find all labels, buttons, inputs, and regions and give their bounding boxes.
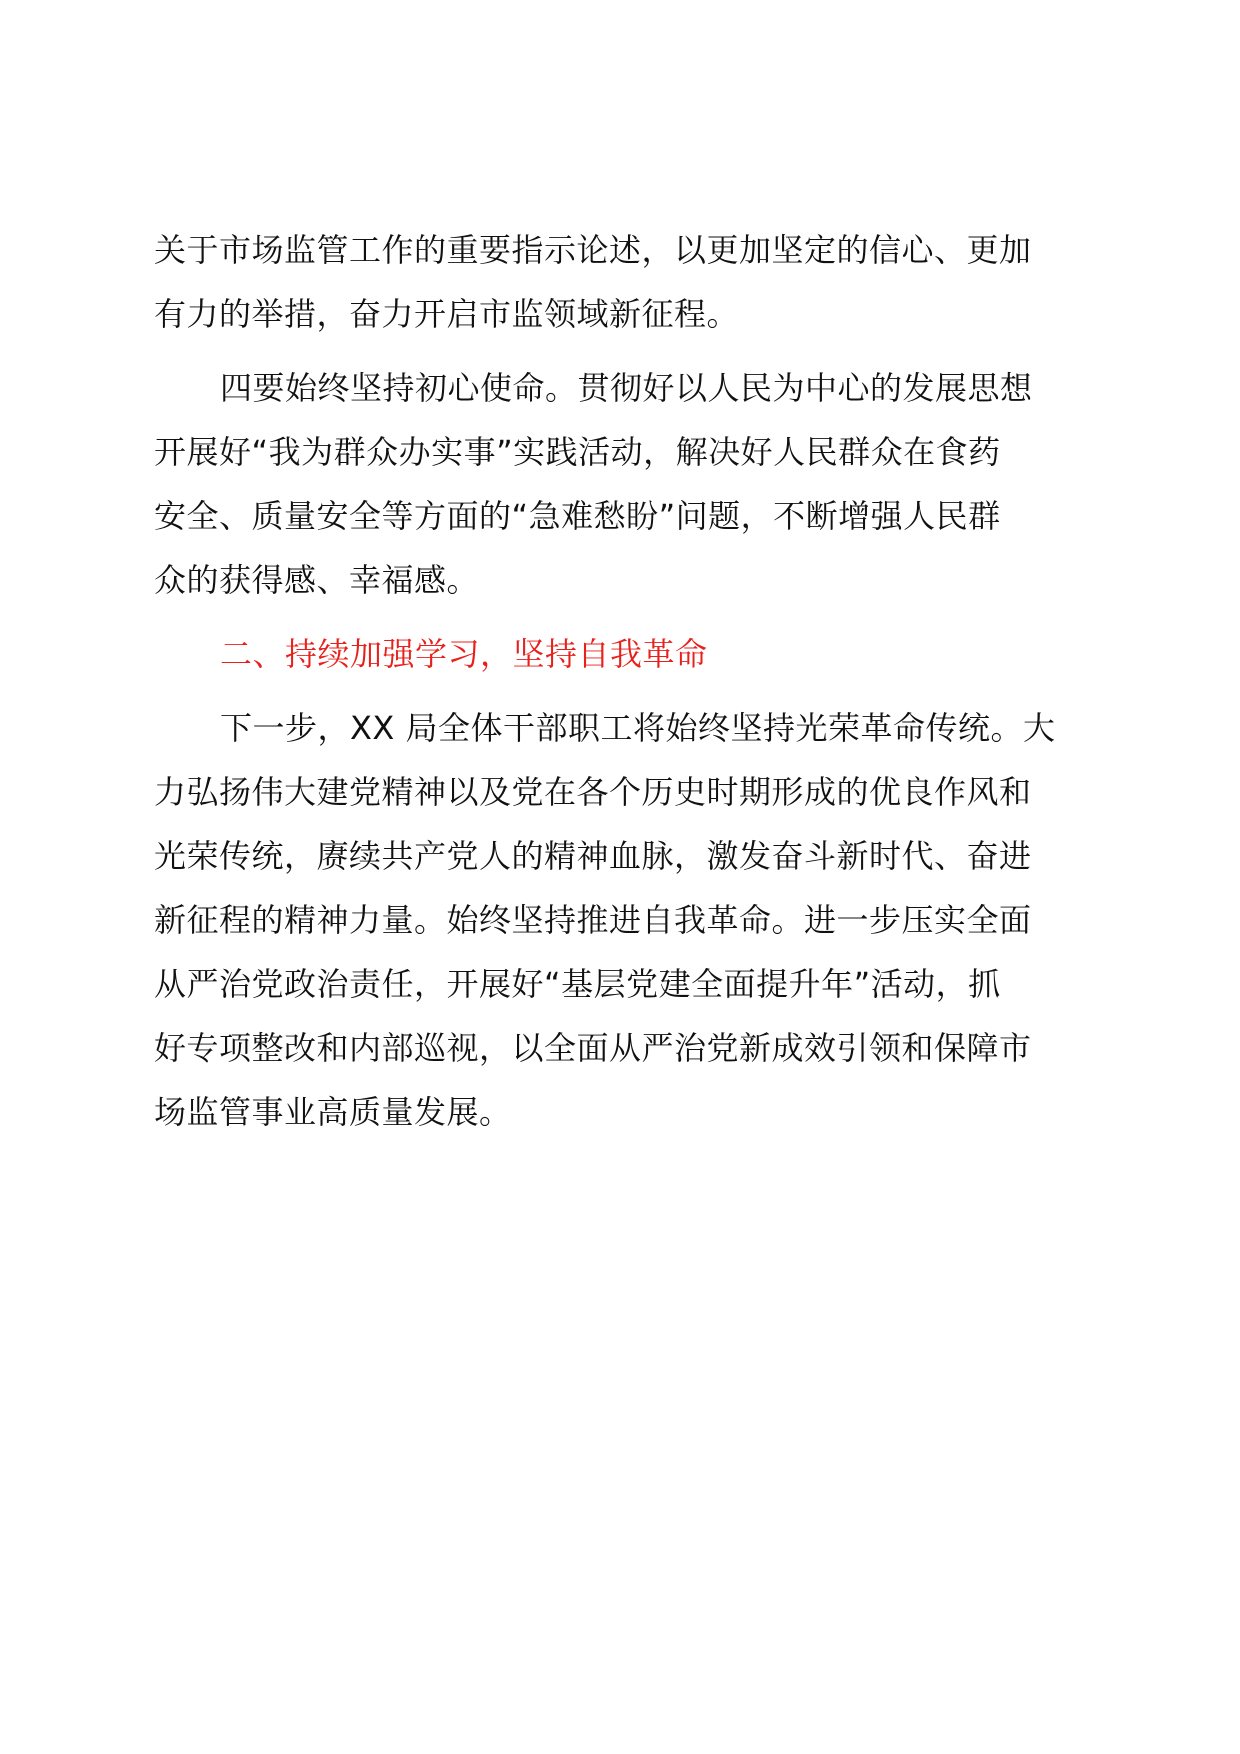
text-line: 场监管事业高质量发展。 (154, 1093, 512, 1131)
text-line: 安全、质量安全等方面的“急难愁盼”问题，不断增强人民群 (154, 497, 1001, 535)
text-line: 关于市场监管工作的重要指示论述，以更加坚定的信心、更加 (154, 231, 1032, 269)
text-line: 好专项整改和内部巡视，以全面从严治党新成效引领和保障市 (154, 1029, 1032, 1067)
paragraph-gap (154, 612, 1094, 622)
text-line: 光荣传统，赓续共产党人的精神血脉，激发奋斗新时代、奋进 (154, 837, 1032, 875)
text-line: 开展好“我为群众办实事”实践活动，解决好人民群众在食药 (154, 433, 1001, 471)
paragraph-2 (154, 356, 1094, 612)
text-line: 力弘扬伟大建党精神以及党在各个历史时期形成的优良作风和 (154, 773, 1032, 811)
paragraph-gap (154, 686, 1094, 696)
paragraph-3 (154, 696, 1094, 1144)
paragraph-gap (154, 346, 1094, 356)
section-heading-block (154, 622, 1094, 686)
text-line: 四要始终坚持初心使命。贯彻好以人民为中心的发展思想 (220, 369, 1033, 407)
text-line: 新征程的精神力量。始终坚持推进自我革命。进一步压实全面 (154, 901, 1032, 939)
paragraph-1 (154, 218, 1094, 346)
text-line: 从严治党政治责任，开展好“基层党建全面提升年”活动，抓 (154, 965, 1001, 1003)
document-body (154, 218, 1094, 1144)
text-line: 有力的举措，奋力开启市监领域新征程。 (154, 295, 740, 333)
text-line: 下一步，XX 局全体干部职工将始终坚持光荣革命传统。大 (220, 709, 1056, 747)
text-line: 众的获得感、幸福感。 (154, 561, 480, 599)
section-heading: 二、持续加强学习，坚持自我革命 (220, 635, 708, 673)
